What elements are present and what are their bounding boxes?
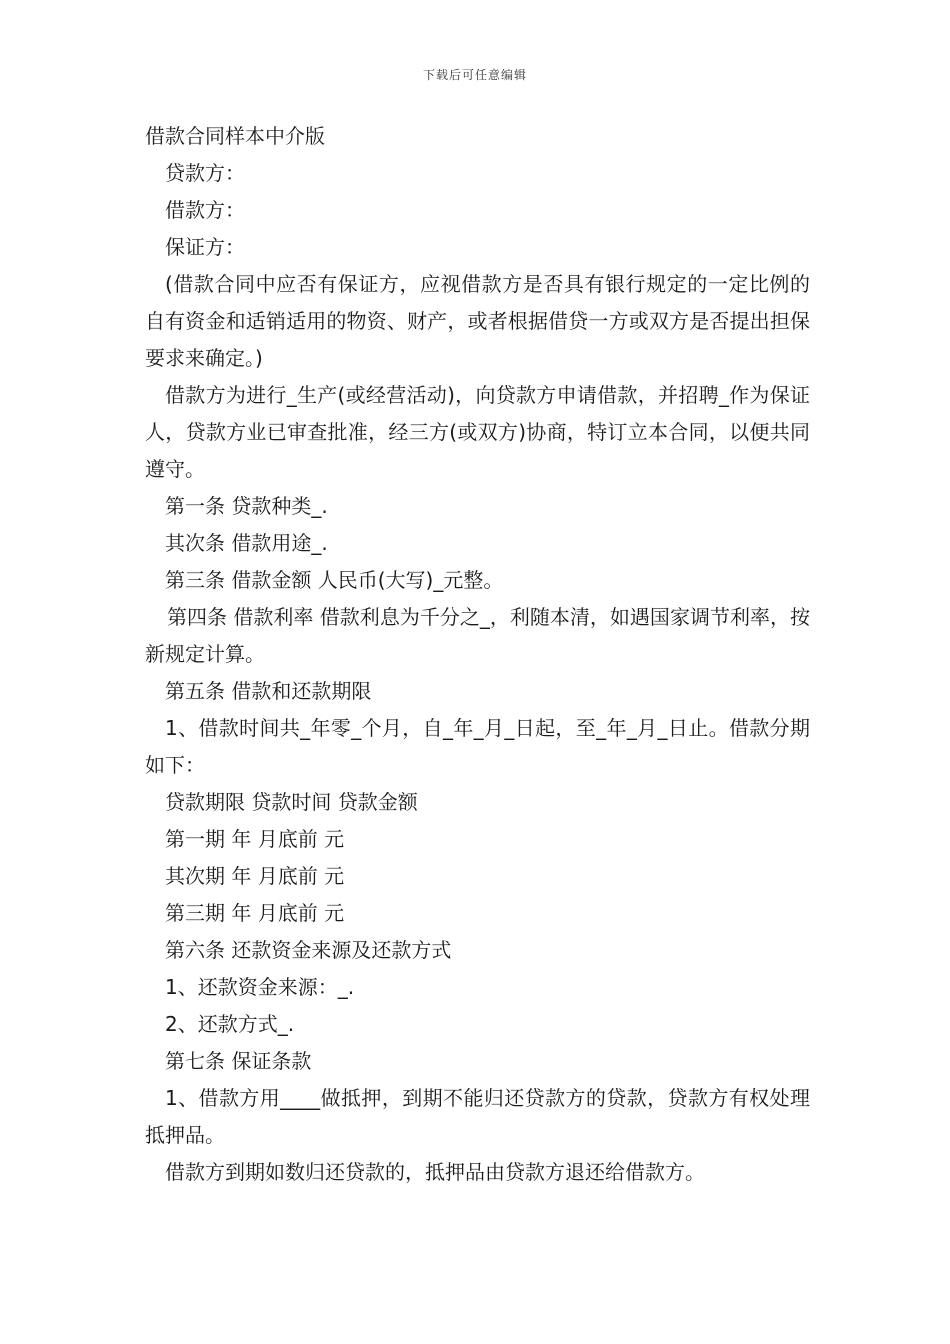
paragraph-schedule-row-2: 其次期 年 月底前 元 [165, 864, 345, 888]
paragraph-schedule-header: 贷款期限 贷款时间 贷款金额 [165, 790, 418, 814]
paragraph-article-7-item-1: 1、借款方用____做抵押，到期不能归还贷款方的贷款，贷款方有权处理抵押品。 [145, 1086, 810, 1147]
paragraph-article-6: 第六条 还款资金来源及还款方式 [165, 938, 452, 962]
paragraph-article-7-return: 借款方到期如数归还贷款的，抵押品由贷款方退还给借款方。 [165, 1160, 705, 1184]
paragraph-schedule-row-1: 第一期 年 月底前 元 [165, 827, 345, 851]
paragraph-guarantor: 保证方： [165, 235, 245, 259]
paragraph-article-5-item-1: 1、借款时间共_年零_个月，自_年_月_日起，至_年_月_日止。借款分期如下： [145, 716, 810, 777]
paragraph-article-7: 第七条 保证条款 [165, 1049, 312, 1073]
paragraph-article-2: 其次条 借款用途_. [165, 531, 328, 555]
document-title: 借款合同样本中介版 [145, 124, 325, 148]
paragraph-borrower: 借款方： [165, 198, 245, 222]
paragraph-article-6-item-2: 2、还款方式_. [165, 1012, 295, 1036]
paragraph-article-6-item-1: 1、还款资金来源：_. [165, 975, 355, 999]
paragraph-article-4: 第四条 借款利率 借款利息为千分之_，利随本清，如遇国家调节利率，按新规定计算。 [145, 605, 810, 666]
document-body [145, 118, 810, 1191]
paragraph-article-5: 第五条 借款和还款期限 [165, 679, 372, 703]
paragraph-lender: 贷款方： [165, 161, 245, 185]
paragraph-preamble: 借款方为进行_生产(或经营活动)，向贷款方申请借款，并招聘_作为保证人，贷款方业已审查批准，经三方(或双方)协商，特订立本合同，以便共同遵守。 [145, 383, 810, 481]
paragraph-article-1: 第一条 贷款种类_. [165, 494, 328, 518]
paragraph-article-3: 第三条 借款金额 人民币(大写)_元整。 [165, 568, 504, 592]
paragraph-guarantor-note: (借款合同中应否有保证方，应视借款方是否具有银行规定的一定比例的自有资金和适销适用的物资、财产，或者根据借贷一方或双方是否提出担保要求来确定。) [145, 272, 810, 370]
header-note: 下载后可任意编辑 [422, 68, 527, 82]
paragraph-schedule-row-3: 第三期 年 月底前 元 [165, 901, 345, 925]
